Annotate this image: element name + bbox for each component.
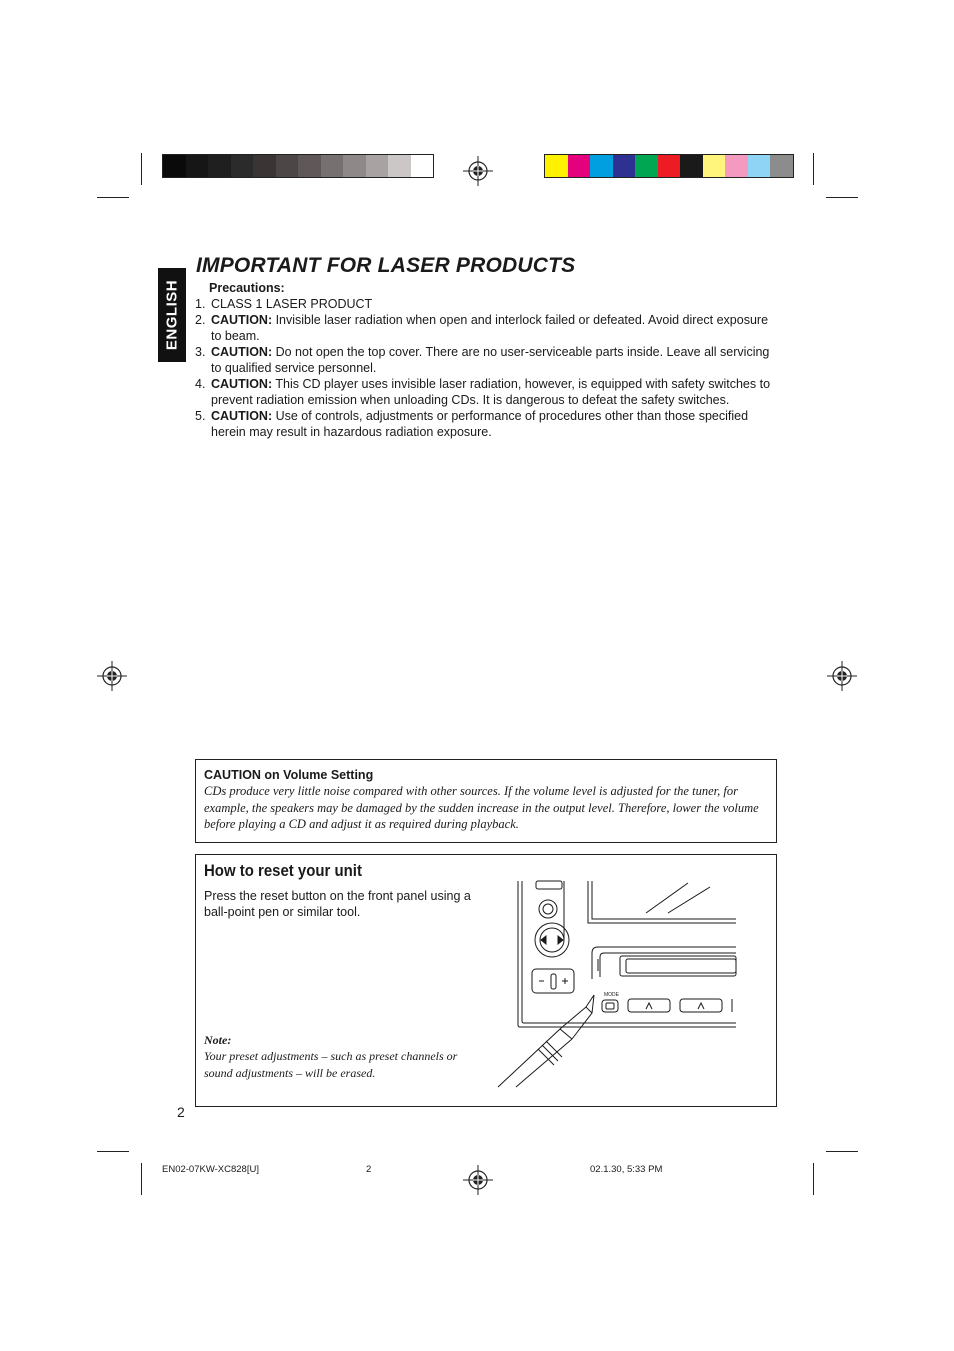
gray-swatch — [411, 155, 434, 177]
color-swatch — [590, 155, 613, 177]
caution-label: CAUTION: — [211, 377, 273, 391]
item-number: 1. — [195, 297, 206, 311]
gray-swatch — [163, 155, 186, 177]
item-text: Use of controls, adjustments or performance of procedures other than those specified herein may result in hazardous radiation exposure. — [211, 409, 749, 439]
volume-caution-body: CDs produce very little noise compared with other sources. If the volume level is adjusted for the tuner, for example, the speakers may be damaged by the sudden increase in the output level. Therefore, lower the volume before playing a CD and adjust it as required during playback. — [204, 784, 759, 831]
gray-swatch — [321, 155, 344, 177]
page-number: 2 — [177, 1104, 185, 1120]
volume-caution-title: CAUTION on Volume Setting — [204, 768, 374, 782]
language-tab-label: ENGLISH — [163, 279, 181, 351]
gray-swatch — [253, 155, 276, 177]
color-swatch — [635, 155, 658, 177]
registration-mark-icon — [97, 661, 127, 691]
mode-label: MODE — [604, 992, 619, 998]
item-text: Invisible laser radiation when open and interlock failed or defeated. Avoid direct exposure to beam. — [211, 313, 769, 343]
language-tab — [158, 268, 186, 362]
process-color-bar — [544, 154, 794, 178]
color-swatch — [680, 155, 703, 177]
note-label: Note: — [204, 1033, 232, 1047]
gray-swatch — [186, 155, 209, 177]
note-body: Your preset adjustments – such as preset channels or sound adjustments – will be erased. — [204, 1049, 458, 1080]
caution-label: CAUTION: — [211, 409, 273, 423]
item-text: Do not open the top cover. There are no user-serviceable parts inside. Leave all servicing to qualified service personnel. — [211, 345, 770, 375]
list-item — [195, 344, 775, 376]
volume-caution-box — [195, 759, 777, 843]
list-item — [195, 376, 775, 408]
registration-mark-icon — [463, 1165, 493, 1195]
gray-swatch — [298, 155, 321, 177]
list-item — [195, 312, 775, 344]
item-number: 5. — [195, 409, 206, 423]
registration-mark-icon — [463, 156, 493, 186]
item-number: 4. — [195, 377, 206, 391]
reset-section-box — [195, 854, 777, 1107]
list-item — [195, 296, 775, 312]
caution-label: CAUTION: — [211, 345, 273, 359]
reset-title: How to reset your unit — [204, 861, 362, 880]
color-swatch — [545, 155, 568, 177]
grayscale-color-bar — [162, 154, 434, 178]
color-swatch — [613, 155, 636, 177]
gray-swatch — [208, 155, 231, 177]
item-number: 2. — [195, 313, 206, 327]
color-swatch — [658, 155, 681, 177]
gray-swatch — [388, 155, 411, 177]
footer-page: 2 — [366, 1164, 372, 1175]
page-title: IMPORTANT FOR LASER PRODUCTS — [196, 254, 576, 277]
color-swatch — [770, 155, 793, 177]
registration-mark-icon — [827, 661, 857, 691]
color-swatch — [725, 155, 748, 177]
reset-body: Press the reset button on the front panel using a ball-point pen or similar tool. — [204, 889, 471, 919]
footer-timestamp: 02.1.30, 5:33 PM — [590, 1164, 663, 1175]
gray-swatch — [343, 155, 366, 177]
gray-swatch — [231, 155, 254, 177]
color-swatch — [748, 155, 771, 177]
caution-label: CAUTION: — [211, 313, 273, 327]
item-text: This CD player uses invisible laser radiation, however, is equipped with safety switches to prevent radiation emission when unloading CDs. It is dangerous to defeat the safety switches. — [211, 377, 771, 407]
item-number: 3. — [195, 345, 206, 359]
footer-file-id: EN02-07KW-XC828[U] — [162, 1164, 259, 1175]
gray-swatch — [276, 155, 299, 177]
item-text: CLASS 1 LASER PRODUCT — [211, 297, 373, 311]
list-item — [195, 408, 775, 440]
reset-illustration — [496, 879, 741, 1091]
precautions-section — [195, 280, 775, 440]
color-swatch — [568, 155, 591, 177]
color-swatch — [703, 155, 726, 177]
gray-swatch — [366, 155, 389, 177]
precautions-heading: Precautions: — [209, 281, 285, 295]
